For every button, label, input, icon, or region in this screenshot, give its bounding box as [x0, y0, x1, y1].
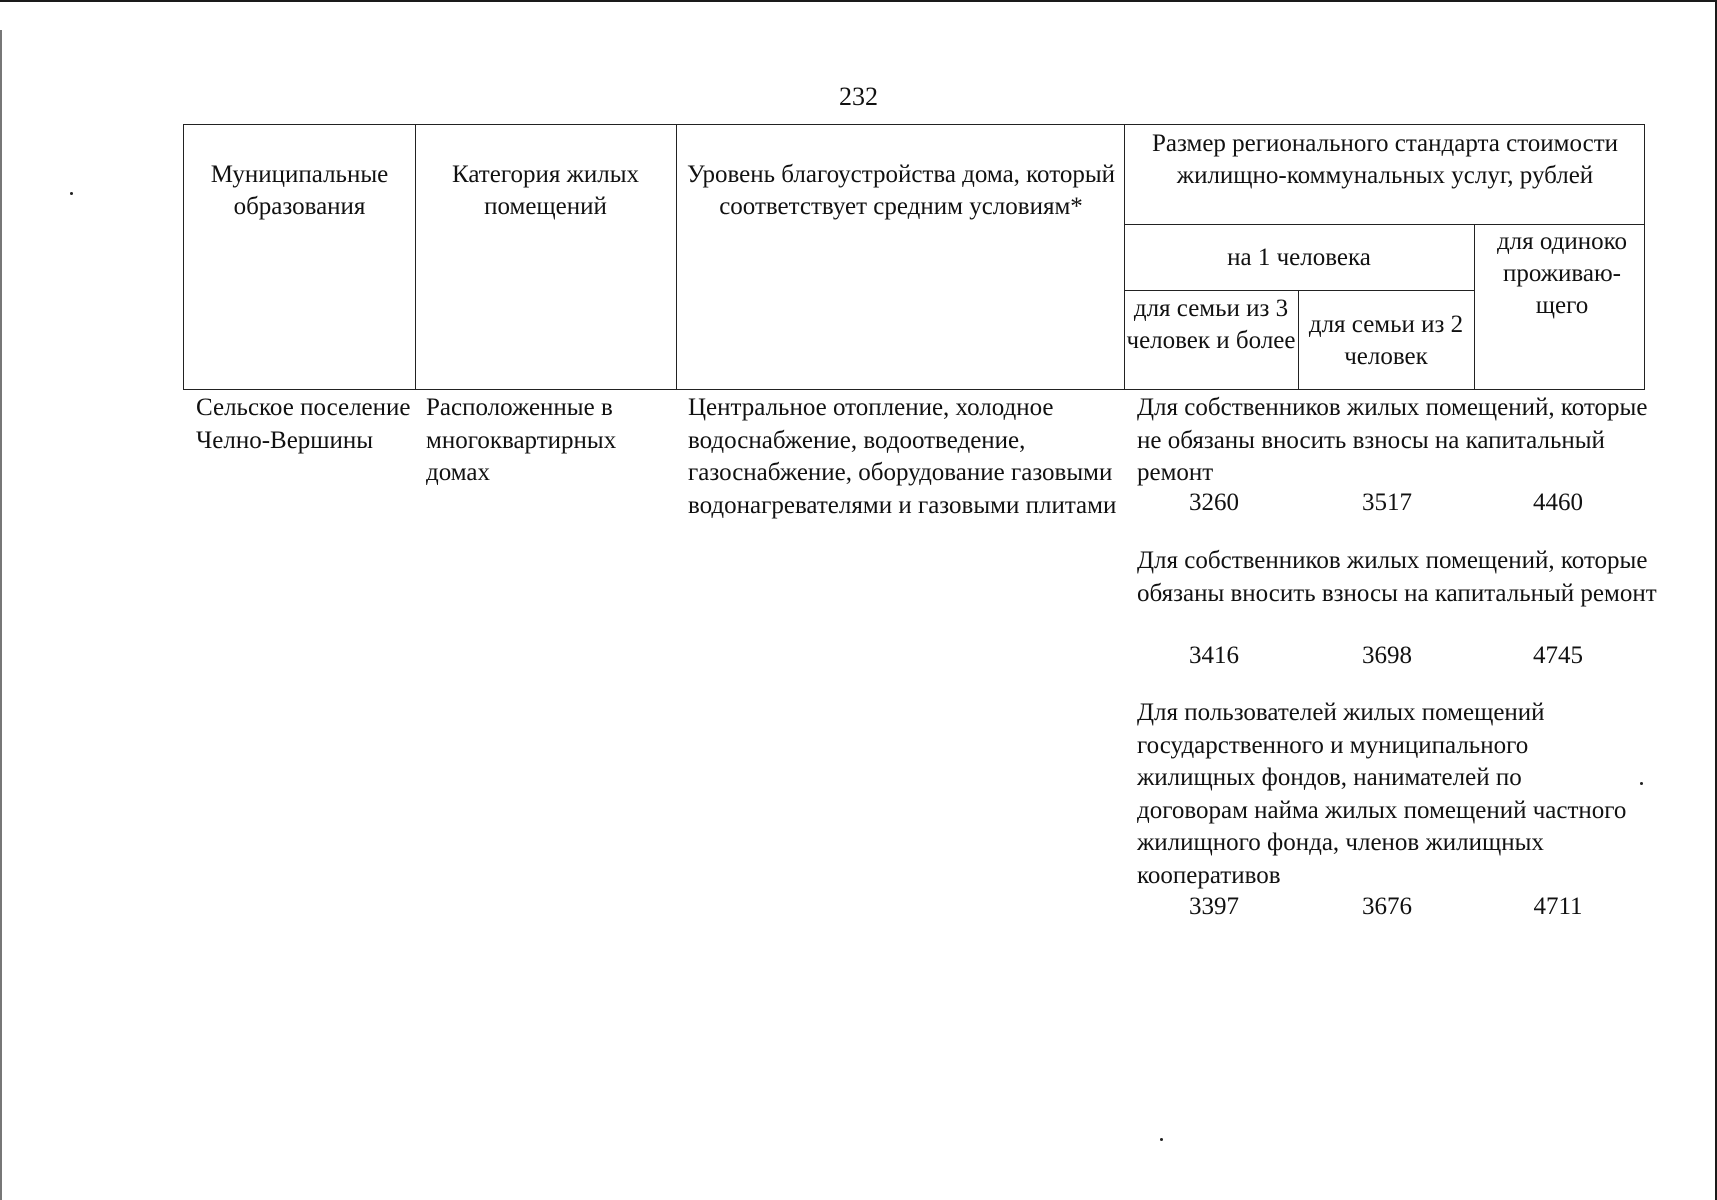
cell-improvement-level: Центральное отопление, холодное водоснабжение, водоотведение, газоснабжение, оборудование газовыми водонагревателями и газовыми плитами	[688, 394, 1117, 519]
group-1-label: Для собственников жилых помещений, которые не обязаны вносить взносы на капитальный ремонт	[1137, 394, 1648, 486]
scan-speck	[1160, 1138, 1163, 1141]
header-single-resident: для одиноко проживаю- щего	[1496, 228, 1628, 319]
header-family-2: для семьи из 2 человек	[1308, 311, 1464, 370]
group-2-family-3-value: 3416	[1189, 642, 1239, 669]
group-3-family-2-value: 3676	[1362, 893, 1412, 920]
group-2-family-2-value: 3698	[1362, 642, 1412, 669]
scan-speck	[70, 192, 73, 195]
group-3-label: Для пользователей жилых помещений государственного и муниципального жилищных фондов, нанимателей по договорам найма жилых помещений частного жилищного фонда, членов жилищных кооперативов	[1137, 699, 1627, 889]
cell-category: Расположенные в многоквартирных домах	[426, 394, 617, 486]
header-family-3-plus: для семьи из 3 человек и более	[1126, 295, 1296, 354]
group-3-single-value: 4711	[1533, 893, 1583, 920]
cell-municipality: Сельское поселение Челно-Вершины	[196, 394, 411, 454]
group-1-family-3-value: 3260	[1189, 489, 1239, 516]
scan-border-top	[0, 0, 1717, 2]
group-2-label: Для собственников жилых помещений, которые обязаны вносить взносы на капитальный ремонт	[1137, 547, 1657, 607]
column-divider	[676, 125, 677, 389]
scan-border-left	[0, 30, 2, 1200]
scan-speck	[1640, 782, 1643, 785]
column-divider	[1474, 224, 1475, 389]
header-standard-size: Размер регионального стандарта стоимости жилищно-коммунальных услуг, рублей	[1151, 130, 1619, 189]
header-per-person: на 1 человека	[1227, 244, 1371, 271]
group-3-family-3-value: 3397	[1189, 893, 1239, 920]
row-divider	[1124, 290, 1474, 291]
row-divider	[1124, 224, 1644, 225]
header-category: Категория жилых помещений	[452, 161, 639, 220]
group-1-single-value: 4460	[1533, 489, 1583, 516]
group-1-family-2-value: 3517	[1362, 489, 1412, 516]
table-header	[183, 124, 1645, 390]
header-municipality: Муниципальные образования	[210, 161, 389, 220]
header-improvement-level: Уровень благоустройства дома, который соответствует средним условиям*	[687, 161, 1115, 220]
page-number: 232	[839, 82, 878, 111]
group-2-single-value: 4745	[1533, 642, 1583, 669]
